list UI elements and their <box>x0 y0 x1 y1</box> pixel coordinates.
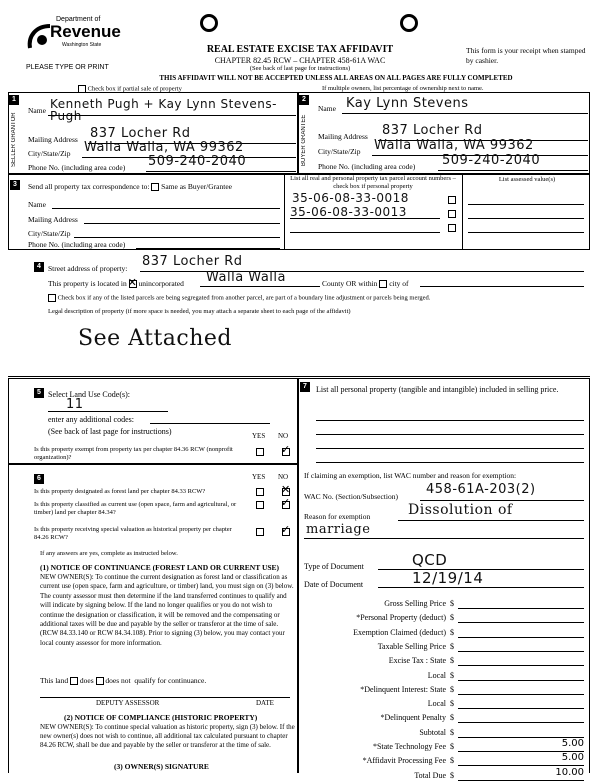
buyer-name-field[interactable]: Kay Lynn Stevens <box>346 96 469 111</box>
seller-city-field[interactable]: Walla Walla, WA 99362 <box>84 140 244 155</box>
tax-row-value[interactable] <box>458 652 584 666</box>
doc-date-label: Date of Document <box>304 580 364 589</box>
checkmark-icon: ✓ <box>281 444 291 456</box>
parcel-3-checkbox[interactable] <box>448 224 456 232</box>
city-of-label: city of <box>389 279 409 288</box>
legal-description-label: Legal description of property (if more space is needed, you may attach a separate sheet to each page of the affidavit) <box>48 308 351 315</box>
tax-row-currency: $ <box>450 641 454 651</box>
tax-row-label: *Delinquent Penalty <box>380 713 446 723</box>
tax-row-currency: $ <box>450 713 454 723</box>
s6-yes-label: YES <box>252 473 266 481</box>
reason-field-2[interactable]: marriage <box>306 522 371 537</box>
tax-row-label: *Personal Property (deduct) <box>356 613 446 623</box>
located-in <box>48 279 184 288</box>
tax-row <box>304 766 586 783</box>
tax-row-value[interactable] <box>458 667 584 681</box>
tax-row-value[interactable] <box>458 595 584 609</box>
city-of-checkbox[interactable] <box>379 280 387 288</box>
department-logo <box>26 14 121 62</box>
reason-field-1[interactable]: Dissolution of <box>408 502 513 518</box>
buyer-city-label: City/State/Zip <box>318 147 361 156</box>
parcels-header: List all real and personal property tax parcel account numbers – check box if personal property <box>290 175 456 190</box>
street-address-label: Street address of property: <box>48 264 128 273</box>
doc-type-field[interactable]: QCD <box>412 551 448 569</box>
form-title: REAL ESTATE EXCISE TAX AFFIDAVIT <box>206 44 394 55</box>
tax-row-label: Local <box>427 699 446 709</box>
section-1-number: 1 <box>9 95 19 105</box>
historic-no-checkbox[interactable] <box>281 524 291 536</box>
tax-row-currency: $ <box>450 599 454 608</box>
tax-row-value[interactable] <box>458 724 584 738</box>
additional-codes-field[interactable] <box>150 423 270 424</box>
buyer-side-label: BUYER GRANTEE <box>301 114 307 166</box>
tax-row-currency: $ <box>450 756 454 766</box>
parcel-2-checkbox[interactable] <box>448 210 456 218</box>
continuance-row <box>40 676 206 685</box>
section-5-number: 5 <box>34 388 44 398</box>
section-6-number: 6 <box>34 474 44 484</box>
street-address-field[interactable]: 837 Locher Rd <box>142 254 243 269</box>
send-correspondence-label <box>28 182 232 191</box>
tax-row-currency: $ <box>450 670 454 680</box>
section-2-number: 2 <box>299 95 309 105</box>
notice1-text: NEW OWNER(S): To continue the current designation as forest land or classification as current use (open space, farm and agriculture, or timber) land, you must sign on (3) below. The county assessor must then determine if the land transferred continues to qualify and will indicate by signing below. If the land no longer qualifies or you do not wish to continue the designation or classification, it will be removed and the compensating or additional taxes will be due and payable by the seller or transferor at the time of sale. (RCW 84.33.140 or RCW 84.34.108). Prior to signing (3) below, you may contact your local county assessor for more information. <box>40 573 294 647</box>
wac-label: WAC No. (Section/Subsection) <box>304 492 398 501</box>
partial-sale-label: Check box if partial sale of property <box>87 85 182 93</box>
tax-row-currency: $ <box>450 613 454 623</box>
same-as-buyer-label: Same as Buyer/Grantee <box>161 182 232 191</box>
deputy-label: DEPUTY ASSESSOR <box>96 699 160 707</box>
dept-line3: Washington State <box>62 42 102 48</box>
tax-row-label: *Delinquent Interest: State <box>360 684 446 694</box>
send-label-text: Send all property tax correspondence to: <box>28 182 150 191</box>
tax-row-label: Total Due <box>414 770 446 780</box>
tax-row-currency: $ <box>450 770 454 780</box>
tax-row-value[interactable]: 10.00 <box>458 767 584 781</box>
seller-phone-label: Phone No. (including area code) <box>28 163 126 172</box>
segregated-checkbox[interactable] <box>48 294 56 302</box>
punch-hole-left <box>200 14 218 32</box>
tax-row-currency: $ <box>450 627 454 637</box>
punch-hole-right <box>400 14 418 32</box>
corr-phone-label: Phone No. (including area code) <box>28 240 126 249</box>
county-field[interactable]: Walla Walla <box>206 270 286 285</box>
does-label: does <box>79 676 94 685</box>
checkmark-icon: ✓ <box>281 497 291 509</box>
tax-row-value[interactable] <box>458 709 584 723</box>
unincorporated-checkbox[interactable] <box>127 277 137 290</box>
seller-city-label: City/State/Zip <box>28 149 71 158</box>
current-use-no-checkbox[interactable] <box>281 497 291 509</box>
see-back-note: (See back of last page for instructions) <box>249 65 351 72</box>
multi-owner-note: If multiple owners, list percentage of ownership next to name. <box>322 85 484 92</box>
personal-property-line-3[interactable] <box>316 448 584 449</box>
seller-name-field[interactable]: Kenneth Pugh + Kay Lynn Stevens-Pugh <box>50 97 277 123</box>
deputy-signature-line[interactable] <box>40 697 290 698</box>
tax-row-value[interactable] <box>458 624 584 638</box>
tax-row-currency: $ <box>450 699 454 709</box>
land-use-see-back: (See back of last page for instructions) <box>48 427 172 436</box>
tax-row-label: Gross Selling Price <box>384 599 446 608</box>
does-checkbox[interactable] <box>70 677 78 685</box>
county-or-within <box>322 279 409 288</box>
seller-mailing-label: Mailing Address <box>28 135 78 144</box>
county-label: County OR <box>322 279 357 288</box>
corr-phone-field[interactable] <box>136 248 280 249</box>
tax-row-currency: $ <box>450 684 454 694</box>
personal-property-line-2[interactable] <box>316 434 584 435</box>
reason-label: Reason for exemption <box>304 512 371 521</box>
tax-row-currency: $ <box>450 727 454 737</box>
historic-yes-checkbox[interactable] <box>256 528 264 536</box>
doc-type-label: Type of Document <box>304 562 364 571</box>
land-use-label: Select Land Use Code(s): <box>48 390 130 399</box>
tax-row-currency: $ <box>450 742 454 751</box>
tax-row-value[interactable]: 5.00 <box>458 738 584 752</box>
notice2-text: NEW OWNER(S): To continue special valuation as historic property, sign (3) below. If the new owner(s) does not wish to continue, all additional tax calculated pursuant to chapter 84.26 RCW, shall be due and payable by the seller or transferor at the time of sale. <box>40 723 295 749</box>
owner-signature-label: (3) OWNER(S) SIGNATURE <box>114 762 209 771</box>
if-yes-text: If any answers are yes, complete as instructed below. <box>40 550 178 557</box>
corr-mailing-label: Mailing Address <box>28 215 78 224</box>
personal-property-label: List all personal property (tangible and intangible) included in selling price. <box>316 385 559 394</box>
legal-description-field[interactable]: See Attached <box>78 326 232 351</box>
notice2-title: (2) NOTICE OF COMPLIANCE (HISTORIC PROPERTY) <box>64 713 258 722</box>
current-use-yes-checkbox[interactable] <box>256 501 264 509</box>
personal-property-line-1[interactable] <box>316 420 584 421</box>
corr-mailing-field[interactable] <box>84 223 280 224</box>
seller-phone-field[interactable]: 509-240-2040 <box>148 154 247 169</box>
tax-row-label: Excise Tax : State <box>388 656 446 666</box>
exempt-question: Is this property exempt from property tax per chapter 84.36 RCW (nonprofit organization)? <box>34 446 233 461</box>
dept-line1: Department of <box>56 16 101 23</box>
qualify-label: qualify for continuance. <box>134 676 207 685</box>
wac-field[interactable]: 458-61A-203(2) <box>426 482 536 497</box>
additional-codes-label: enter any additional codes: <box>48 415 134 424</box>
checkmark-icon: ✓ <box>281 524 291 536</box>
tax-row-value[interactable] <box>458 638 584 652</box>
historic-question: Is this property receiving special valuation as historical property per chapter 84.26 RCW? <box>34 526 232 541</box>
tax-row-label: Local <box>427 670 446 680</box>
tax-row-label: *Affidavit Processing Fee <box>362 756 446 766</box>
located-label: This property is located in <box>48 279 127 288</box>
current-use-question: Is this property classified as current use (open space, farm and agricultural, or timber) land per chapter 84.34? <box>34 501 237 516</box>
form-chapter: CHAPTER 82.45 RCW – CHAPTER 458-61A WAC <box>214 56 386 65</box>
buyer-phone-field[interactable]: 509-240-2040 <box>442 153 541 168</box>
unincorporated-label: unincorporated <box>138 279 184 288</box>
type-or-print: PLEASE TYPE OR PRINT <box>26 64 109 71</box>
city-of-field[interactable] <box>420 286 584 287</box>
checkmark-icon: ✕ <box>127 277 137 290</box>
personal-property-line-4[interactable] <box>316 462 584 463</box>
s5-yes-label: YES <box>252 432 266 440</box>
does-not-checkbox[interactable] <box>96 677 104 685</box>
does-not-label: does not <box>105 676 131 685</box>
buyer-mailing-label: Mailing Address <box>318 132 368 141</box>
checkmark-icon: ✕ <box>281 484 291 496</box>
forest-question: Is this property designated as forest land per chapter 84.33 RCW? <box>34 488 206 495</box>
buyer-city-field[interactable]: Walla Walla, WA 99362 <box>374 138 534 153</box>
tax-row-currency: $ <box>450 656 454 666</box>
tax-row-value[interactable] <box>458 609 584 623</box>
doc-date-field[interactable]: 12/19/14 <box>412 569 484 587</box>
within-label: within <box>358 279 378 288</box>
land-use-field[interactable]: 11 <box>66 397 84 412</box>
tax-row-value[interactable] <box>458 681 584 695</box>
parcel-1-checkbox[interactable] <box>448 196 456 204</box>
corr-city-label: City/State/Zip <box>28 229 71 238</box>
receipt-note: This form is your receipt when stamped by cashier. <box>466 46 586 65</box>
exempt-yes-checkbox[interactable] <box>256 448 264 456</box>
tax-row-label: *State Technology Fee <box>372 742 446 751</box>
s5-no-label: NO <box>278 432 289 440</box>
forest-yes-checkbox[interactable] <box>256 488 264 496</box>
seller-name-label: Name <box>28 106 46 115</box>
warning-text: THIS AFFIDAVIT WILL NOT BE ACCEPTED UNLESS ALL AREAS ON ALL PAGES ARE FULLY COMPLETED <box>159 74 513 82</box>
this-land-label: This land <box>40 676 69 685</box>
buyer-mailing-field[interactable]: 837 Locher Rd <box>382 123 483 138</box>
parcel-2[interactable]: 35-06-08-33-0013 <box>290 205 407 219</box>
corr-name-label: Name <box>28 200 46 209</box>
s6-no-label: NO <box>278 473 289 481</box>
same-as-buyer-checkbox[interactable] <box>151 183 159 191</box>
tax-row-label: Taxable Selling Price <box>377 641 446 651</box>
section-7-number: 7 <box>300 382 310 392</box>
corr-name-field[interactable] <box>52 208 280 209</box>
claim-exemption-label: If claiming an exemption, list WAC number and reason for exemption: <box>304 471 517 480</box>
exempt-no-checkbox[interactable] <box>281 444 291 456</box>
tax-row-label: Subtotal <box>419 727 446 737</box>
seller-side-label: SELLER GRANTOR <box>11 112 17 168</box>
assessed-header: List assessed value(s) <box>498 176 556 183</box>
dept-line2: Revenue <box>50 22 121 41</box>
forest-no-checkbox[interactable] <box>281 484 291 496</box>
tax-row-value[interactable] <box>458 695 584 709</box>
seller-mailing-field[interactable]: 837 Locher Rd <box>90 126 191 141</box>
buyer-phone-label: Phone No. (including area code) <box>318 162 416 171</box>
section-4-number: 4 <box>34 262 44 272</box>
date-label: DATE <box>256 699 274 707</box>
section-3-number: 3 <box>10 180 20 190</box>
corr-city-field[interactable] <box>74 237 280 238</box>
notice1-title: (1) NOTICE OF CONTINUANCE (FOREST LAND OR CURRENT USE) <box>40 563 280 572</box>
tax-row-label: Exemption Claimed (deduct) <box>353 627 446 637</box>
parcel-1[interactable]: 35-06-08-33-0018 <box>292 191 409 205</box>
tax-row-value[interactable]: 5.00 <box>458 752 584 766</box>
segregated-label: Check box if any of the listed parcels are being segregated from another parcel, are part of a boundary line adjustment or parcels being merged. <box>57 294 431 302</box>
segregated-row <box>48 294 430 302</box>
buyer-name-label: Name <box>318 104 336 113</box>
